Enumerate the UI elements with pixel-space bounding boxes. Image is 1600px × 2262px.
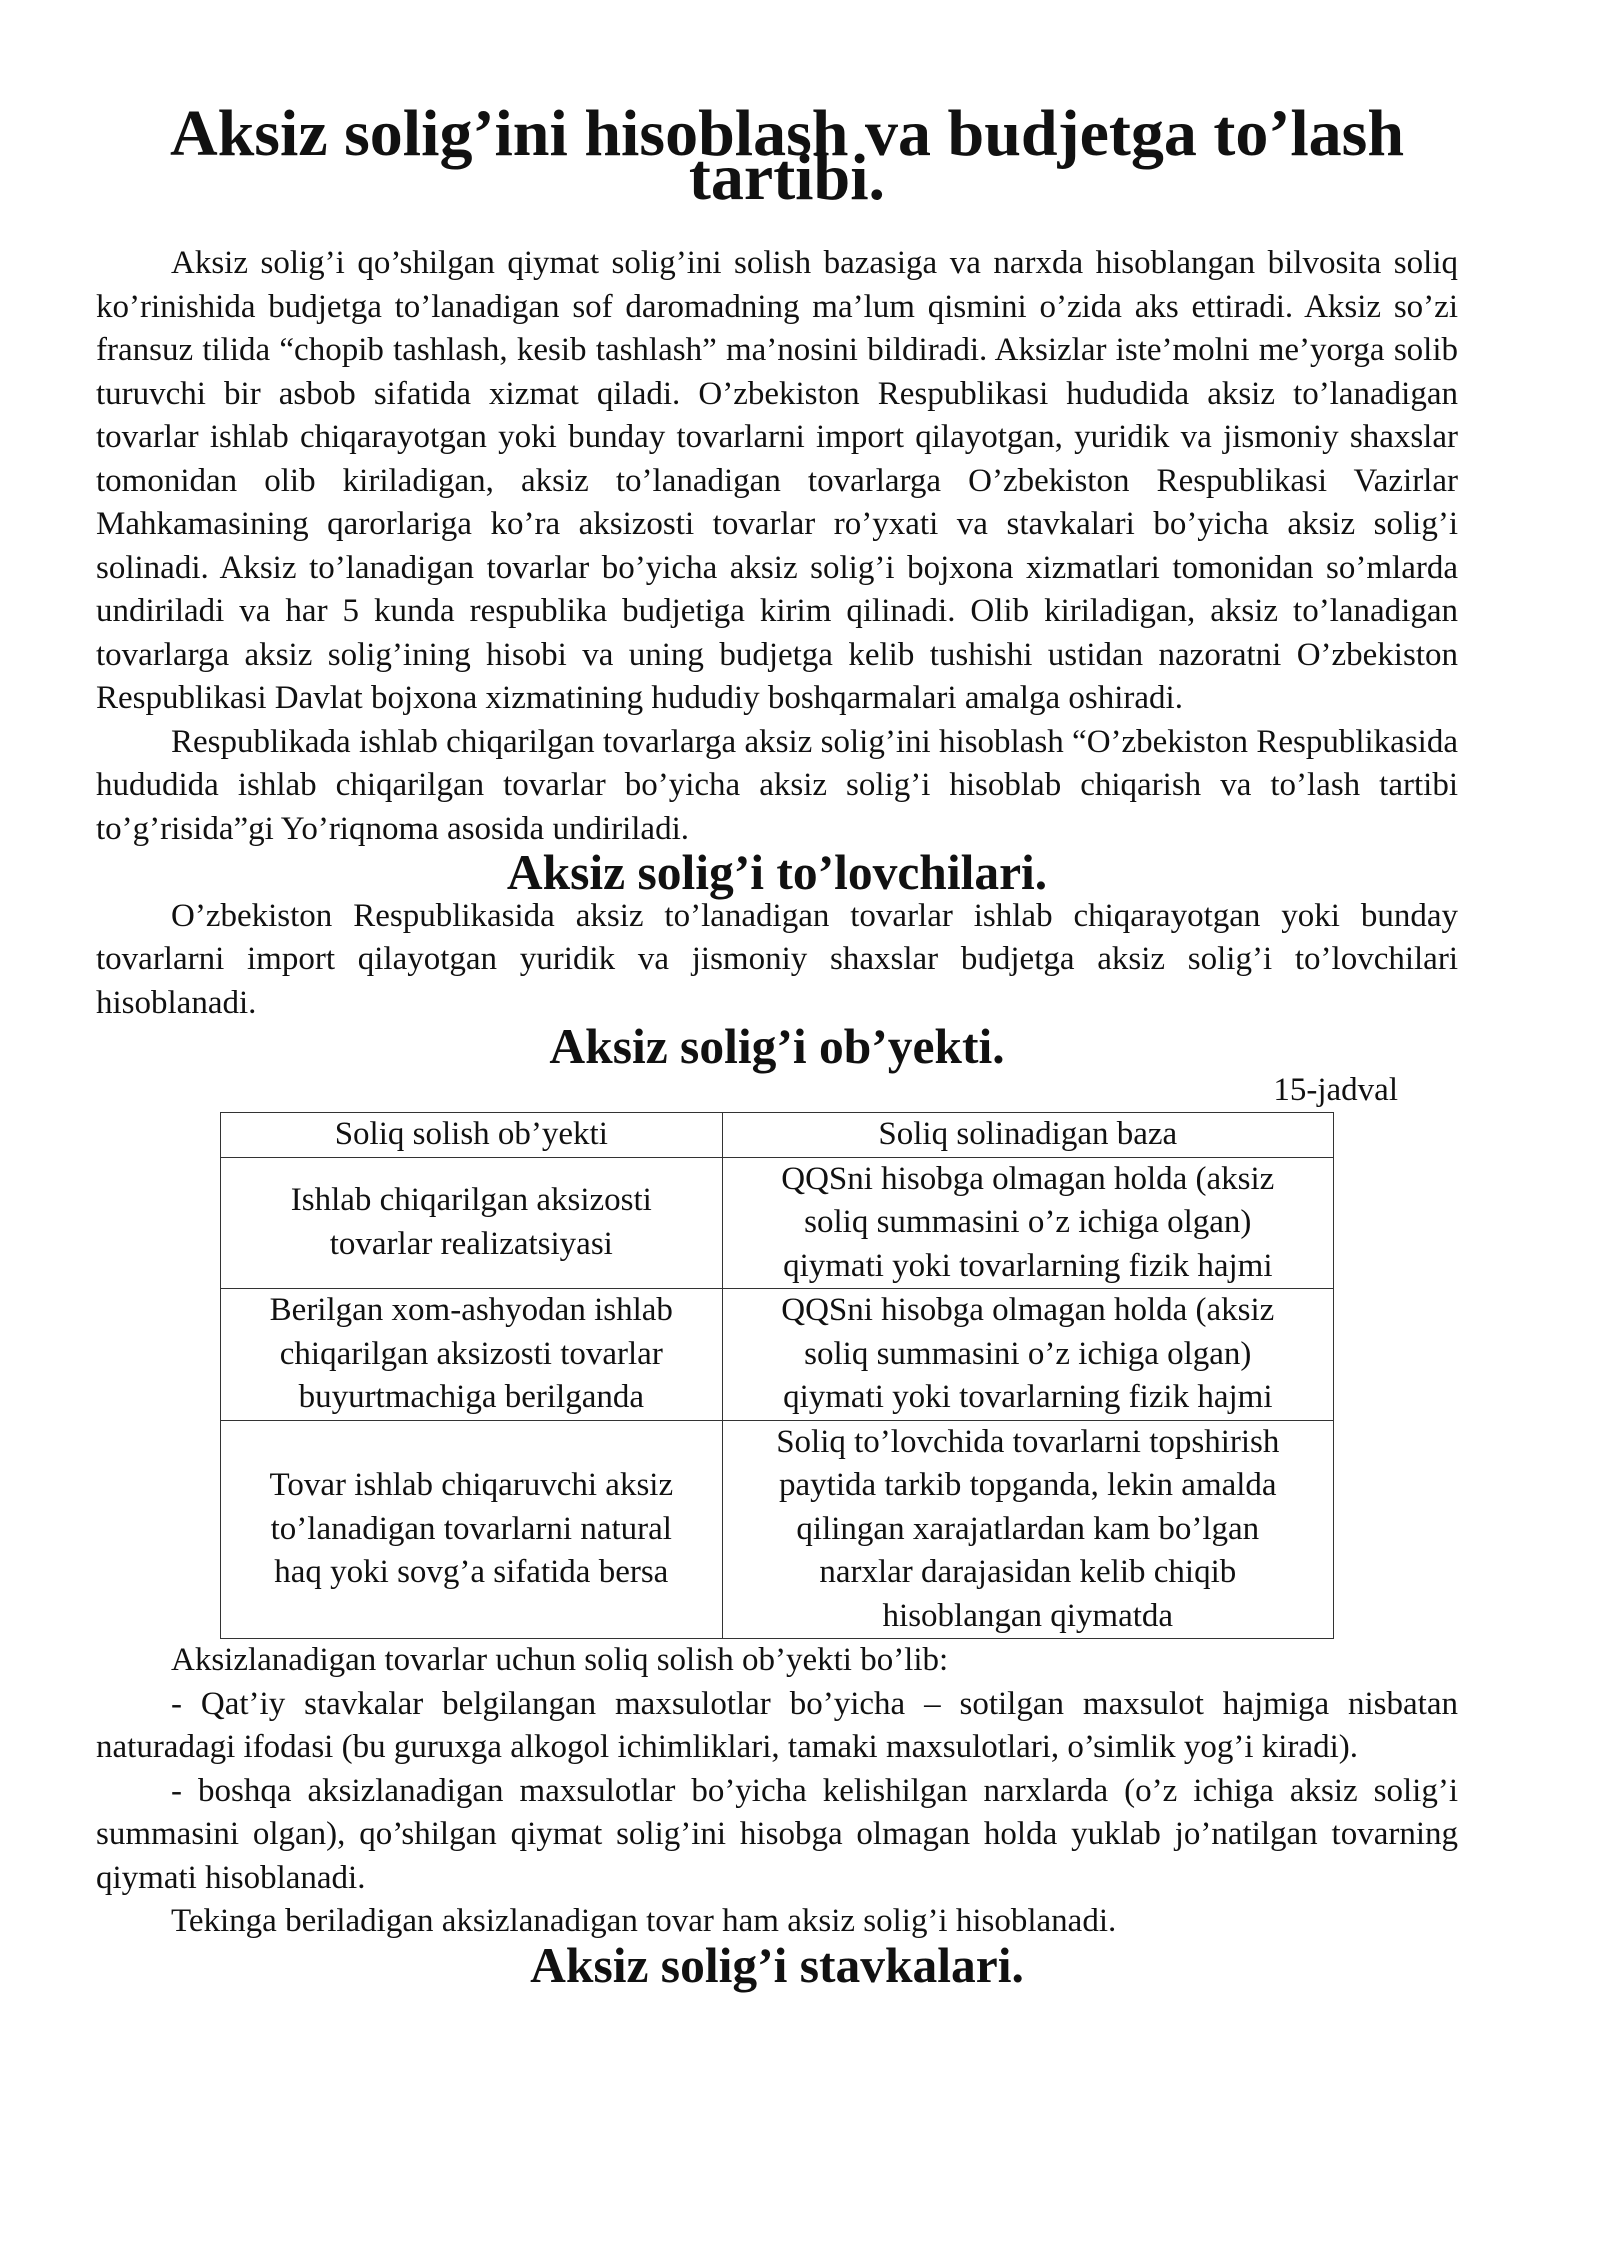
table-row [221,1289,1334,1421]
after-table-paragraph-1: Aksizlanadigan tovarlar uchun soliq solish ob’yekti bo’lib: [171,1642,949,1678]
page-title: Aksiz solig’ini hisoblash va budjetga to’lash tartibi. [169,97,1405,214]
cell-line: buyurtmachiga berilganda [298,1379,645,1415]
after-table-paragraph-4: Tekinga beriladigan aksizlanadigan tovar ham aksiz solig’i hisoblanadi. [171,1903,1117,1939]
intro-paragraph-1: Aksiz solig’i qo’shilgan qiymat solig’ini solish bazasiga va narxda hisoblangan bilvosita soliq ko’rinishida budjetga to’lanadigan sof daromadning ma’lum qismini o’zida aks ettiradi. Aksiz so’zi fransuz tilida “chopib tashlash, kesib tashlash” ma’nosini bildiradi. Aksizlar iste’molni me’yorga solib turuvchi bir asbob sifatida xizmat qiladi. O’zbekiston Respublikasi hududida aksiz to’lanadigan tovarlar ishlab chiqarayotgan yoki bunday tovarlarni import qilayotgan, yuridik va jismoniy shaxslar tomonidan olib kiriladigan, aksiz to’lanadigan tovarlarga O’zbekiston Respublikasi Vazirlar Mahkamasining qarorlariga ko’ra aksizosti tovarlar ro’yxati va stavkalari bo’yicha aksiz solig’i solinadi. Aksiz to’lanadigan tovarlar bo’yicha aksiz solig’i bojxona xizmatlari tomonidan so’mlarda undiriladi va har 5 kunda respublika budjetiga kirim qilinadi. Olib kiriladigan, aksiz to’lanadigan tovarlarga aksiz solig’ining hisobi va uning budjetga kelib tushishi ustidan nazoratni O’zbekiston Respublikasi Davlat bojxona xizmatining hududiy boshqarmalari amalga oshiradi. [96,245,1458,716]
table-row [221,1420,1334,1639]
cell-line: to’lanadigan tovarlarni natural [270,1510,672,1547]
cell-line: tovarlar realizatsiyasi [329,1225,613,1262]
cell-line: hisoblangan qiymatda [882,1597,1174,1634]
rates-heading: Aksiz solig’i stavkalari. [530,1937,1024,1993]
after-table-paragraph-2: - Qat’iy stavkalar belgilangan maxsulotlar bo’yicha – sotilgan maxsulot hajmiga nisbatan naturadagi ifodasi (bu guruxga alkogol ichimliklari, tamaki maxsulotlari, o’simlik yog’i kiradi). [96,1685,1458,1765]
table-label: 15-jadval [1273,1071,1398,1108]
intro-paragraph-2: Respublikada ishlab chiqarilgan tovarlarga aksiz solig’ini hisoblash “O’zbekiston Respublikasida hududida ishlab chiqarilgan tovarlar bo’yicha aksiz solig’i hisoblab chiqarish va to’lash tartibi to’g’risida”gi Yo’riqnoma asosida undiriladi. [96,723,1458,847]
cell-line: Ishlab chiqarilgan aksizosti [290,1182,652,1219]
cell-line: QQSni hisobga olmagan holda (aksiz [781,1292,1275,1328]
table-header-row [221,1113,1334,1158]
cell-line: haq yoki sovg’a sifatida bersa [274,1554,669,1590]
cell-line: chiqarilgan aksizosti tovarlar [279,1335,663,1372]
cell-line: qilingan xarajatlardan kam bo’lgan [796,1510,1260,1547]
table-cell-object [221,1420,723,1639]
cell-line: Tovar ishlab chiqaruvchi aksiz [269,1467,674,1503]
cell-line: soliq summasini o’z ichiga olgan) [804,1204,1252,1240]
table-header-base: Soliq solinadigan baza [722,1113,1333,1158]
cell-line: paytida tarkib topganda, lekin amalda [779,1467,1277,1503]
table-cell-base [722,1289,1333,1421]
payers-heading: Aksiz solig’i to’lovchilari. [506,845,1048,900]
table-cell-object [221,1157,723,1289]
cell-line: QQSni hisobga olmagan holda (aksiz [781,1160,1275,1197]
cell-line: Berilgan xom-ashyodan ishlab [269,1292,673,1328]
document-content [96,97,1458,1993]
tax-object-table [220,1112,1334,1639]
table-cell-object [221,1289,723,1421]
table-cell-base [722,1157,1333,1289]
cell-line: qiymati yoki tovarlarning fizik hajmi [783,1247,1273,1284]
object-heading: Aksiz solig’i ob’yekti. [549,1019,1005,1074]
cell-line: narxlar darajasidan kelib chiqib [819,1554,1237,1590]
cell-line: qiymati yoki tovarlarning fizik hajmi [783,1379,1273,1415]
after-table-paragraph-3: - boshqa aksizlanadigan maxsulotlar bo’yicha kelishilgan narxlarda (o’z ichiga aksiz solig’i summasini olgan), qo’shilgan qiymat solig’ini hisobga olmagan holda yuklab jo’natilgan tovarning qiymati hisoblanadi. [96,1772,1458,1896]
table-row [221,1157,1334,1289]
cell-line: Soliq to’lovchida tovarlarni topshirish [776,1423,1280,1460]
cell-line: soliq summasini o’z ichiga olgan) [804,1335,1252,1372]
table-cell-base [722,1420,1333,1639]
table-header-object: Soliq solish ob’yekti [221,1113,723,1158]
payers-paragraph: O’zbekiston Respublikasida aksiz to’lanadigan tovarlar ishlab chiqarayotgan yoki bunday tovarlarni import qilayotgan yuridik va jismoniy shaxslar budjetga aksiz solig’i to’lovchilari hisoblanadi. [96,897,1458,1021]
